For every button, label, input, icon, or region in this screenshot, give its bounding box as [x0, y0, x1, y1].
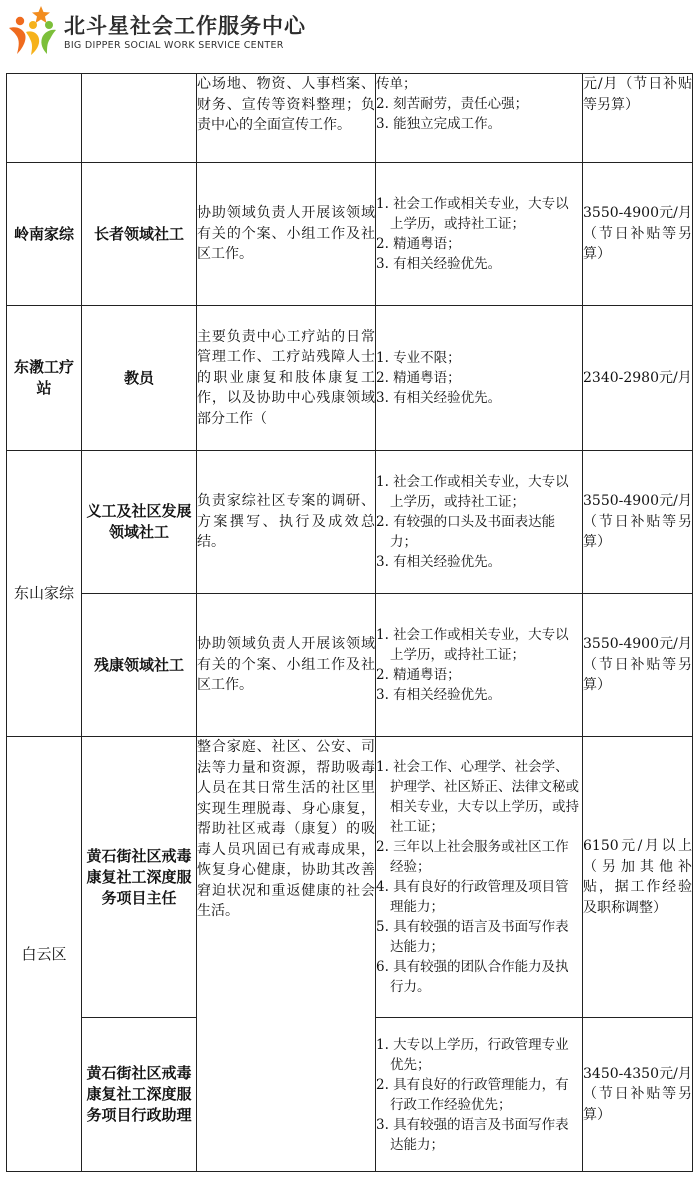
salary-cell: 3550-4900元/月（节日补贴等另算） [583, 451, 693, 594]
table-row [7, 451, 693, 594]
requirement-item: 3. 具有较强的语言及书面写作表达能力； [376, 1116, 569, 1153]
position-cell: 残康领域社工 [82, 594, 197, 737]
salary-cell: 3550-4900元/月（节日补贴等另算） [583, 594, 693, 737]
org-name-cn: 北斗星社会工作服务中心 [64, 14, 306, 38]
requirement-item: 2. 精通粤语； [376, 370, 461, 386]
requirement-item: 2. 精通粤语； [376, 667, 461, 683]
position-cell [82, 74, 197, 163]
requirement-item: 1. 社会工作或相关专业，大专以上学历，或持社工证； [376, 627, 569, 663]
table-row [7, 594, 693, 737]
requirement-item: 4. 具有良好的行政管理及项目管理能力； [376, 879, 569, 915]
description-cell: 负责家综社区专案的调研、方案撰写、执行及成效总结。 [197, 451, 376, 594]
salary-cell: 元/月（节日补贴等另算） [583, 74, 693, 163]
requirements-cell [376, 1018, 583, 1172]
job-table [6, 73, 693, 1172]
requirement-item: 6. 具有较强的团队合作能力及执行力。 [376, 959, 569, 995]
requirement-item: 2. 三年以上社会服务或社区工作经验； [376, 839, 569, 875]
description-cell: 协助领域负责人开展该领域有关的个案、小组工作及社区工作。 [197, 594, 376, 737]
requirements-cell [376, 163, 583, 306]
requirements-cell [376, 306, 583, 451]
requirement-item: 3. 有相关经验优先。 [376, 390, 502, 406]
requirement-item: 3. 有相关经验优先。 [376, 256, 502, 272]
requirements-cell [376, 451, 583, 594]
position-cell: 黄石街社区戒毒康复社工深度服务项目行政助理 [82, 1018, 197, 1172]
salary-cell: 2340-2980元/月 [583, 306, 693, 451]
area-cell: 东山家综 [7, 451, 82, 737]
requirements-cell [376, 737, 583, 1018]
requirement-item: 1. 社会工作或相关专业，大专以上学历，或持社工证； [376, 474, 569, 510]
requirements-cell [376, 594, 583, 737]
salary-cell: 3550-4900元/月（节日补贴等另算） [583, 163, 693, 306]
description-cell: 心场地、物资、人事档案、财务、宣传等资料整理；负责中心的全面宣传工作。 [197, 74, 376, 163]
position-cell: 长者领域社工 [82, 163, 197, 306]
requirement-item: 3. 有相关经验优先。 [376, 554, 502, 570]
salary-cell: 6150元/月以上（另加其他补贴，据工作经验及职称调整） [583, 737, 693, 1018]
description-cell: 整合家庭、社区、公安、司法等力量和资源，帮助吸毒人员在其日常生活的社区里实现生理脱毒、身心康复，帮助社区戒毒（康复）的吸毒人员巩固已有戒毒成果，恢复身心健康，协助其改善窘迫状况和重返健康的社会生活。 [197, 737, 376, 1172]
requirements-cell [376, 74, 583, 163]
table-row [7, 163, 693, 306]
area-cell [7, 74, 82, 163]
figures-logo-icon [6, 4, 60, 56]
requirement-item: 传单； [376, 76, 417, 92]
area-cell: 岭南家综 [7, 163, 82, 306]
description-cell: 协助领域负责人开展该领域有关的个案、小组工作及社区工作。 [197, 163, 376, 306]
header [0, 0, 700, 72]
area-cell: 东漖工疗站 [7, 306, 82, 451]
salary-cell: 3450-4350元/月（节日补贴等另算） [583, 1018, 693, 1172]
position-cell: 义工及社区发展领域社工 [82, 451, 197, 594]
table-row [7, 74, 693, 163]
requirement-item: 1. 大专以上学历，行政管理专业优先； [376, 1036, 569, 1073]
description-cell: 主要负责中心工疗站的日常管理工作、工疗站残障人士的职业康复和肢体康复工作，以及协助中心残康领域部分工作（ [197, 306, 376, 451]
requirement-item: 3. 能独立完成工作。 [376, 116, 502, 132]
requirement-item: 2. 刻苦耐劳，责任心强； [376, 96, 529, 112]
requirement-item: 1. 专业不限； [376, 350, 461, 366]
requirement-item: 5. 具有较强的语言及书面写作表达能力； [376, 919, 569, 955]
table-row [7, 306, 693, 451]
org-name-en: BIG DIPPER SOCIAL WORK SERVICE CENTER [64, 40, 284, 51]
position-cell: 黄石街社区戒毒康复社工深度服务项目主任 [82, 737, 197, 1018]
requirement-item: 2. 精通粤语； [376, 236, 461, 252]
requirement-item: 1. 社会工作或相关专业，大专以上学历，或持社工证； [376, 196, 569, 232]
position-cell: 教员 [82, 306, 197, 451]
requirement-item: 2. 具有良好的行政管理能力，有行政工作经验优先； [376, 1076, 569, 1113]
table-row [7, 737, 693, 1018]
requirement-item: 3. 有相关经验优先。 [376, 687, 502, 703]
requirement-item: 2. 有较强的口头及书面表达能力； [376, 514, 556, 550]
area-cell: 白云区 [7, 737, 82, 1172]
requirement-item: 1. 社会工作、心理学、社会学、护理学、社区矫正、法律文秘或相关专业，大专以上学历，或持社工证； [376, 759, 579, 835]
